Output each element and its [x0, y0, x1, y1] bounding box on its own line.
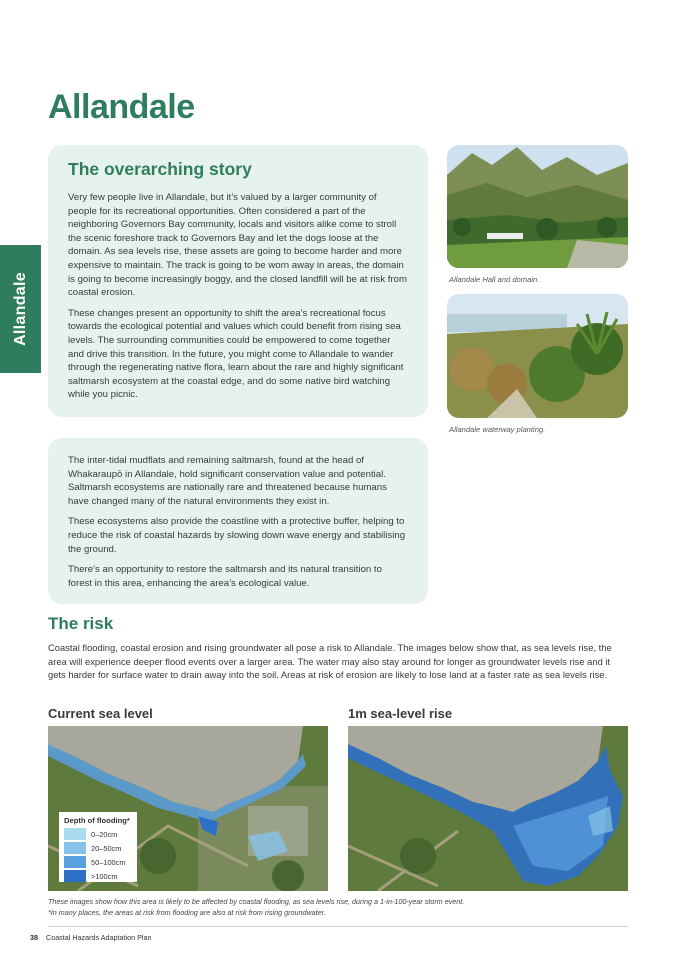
document-title: Coastal Hazards Adaptation Plan	[46, 933, 152, 942]
legend-label: >100cm	[91, 871, 118, 881]
waterway-planting-photo	[447, 294, 628, 418]
legend-swatch	[64, 856, 86, 868]
saltmarsh-paragraph: These ecosystems also provide the coastline with a protective buffer, helping to reduce the risk of coastal hazards by slowing down wave energy and stabilising the ground.	[68, 516, 406, 555]
map-footnote	[48, 897, 464, 918]
footnote-line: *In many places, the areas at risk from flooding are also at risk from rising groundwater.	[48, 907, 326, 917]
footer-divider	[48, 926, 628, 927]
page-footer	[30, 933, 151, 942]
legend-label: 0–20cm	[91, 829, 118, 839]
legend-swatch	[64, 870, 86, 882]
legend-item	[64, 827, 132, 841]
legend-item	[64, 855, 132, 869]
legend-label: 50–100cm	[91, 857, 126, 867]
side-tab-label: Allandale	[11, 272, 29, 346]
allandale-hall-photo	[447, 145, 628, 268]
section-side-tab	[0, 245, 41, 373]
sea-level-rise-flood-map	[348, 726, 628, 891]
story-paragraph: Very few people live in Allandale, but it’s valued by a larger community of people for its recreational opportunities. Often considered a part of the neighboring Governors Bay community, locals and visitors alike come to stroll the scenic foreshore track to Governors Bay and let the dogs loose at the domain. As sea levels rise, these assets are going to become harder and more expensive to maintain. The track is going to be worn away in areas, the domain is going to become increasingly boggy, and the closed landfill will be at risk from coastal erosion.	[68, 192, 407, 299]
footnote-line: These images show how this area is likely to be affected by coastal flooding, as sea levels rise, during a 1-in-100-year storm event.	[48, 897, 465, 906]
page-number: 38	[30, 933, 38, 942]
current-sea-level-title: Current sea level	[48, 706, 153, 721]
risk-heading: The risk	[48, 614, 114, 633]
photo-caption: Allandale Hall and domain.	[449, 275, 540, 284]
story-panel	[48, 145, 428, 417]
sea-level-rise-title: 1m sea-level rise	[348, 706, 453, 721]
story-paragraph: These changes present an opportunity to shift the area’s recreational focus towards the ecological potential and values which could benefit from rising sea levels. The surrounding communities could be empowered to come together and drive this transition. In the future, you might come to Allandale to wander through the regenerating native flora, learn about the rare and highly significant saltmarsh ecosystem at the coastal edge, and do some native bird watching while you picnic.	[68, 307, 404, 401]
legend-item	[64, 841, 132, 855]
flood-depth-legend	[59, 812, 137, 882]
legend-label: 20–50cm	[91, 843, 122, 853]
photo-caption: Allandale waterway planting.	[449, 425, 546, 434]
page-title: Allandale	[48, 88, 195, 126]
risk-paragraph: Coastal flooding, coastal erosion and rising groundwater all pose a risk to Allandale. The images below show that, as sea levels rise, the area will experience deeper flood events over a larger area. The water may also stay around for longer as groundwater levels rise and it gets harder for surface water to drain away into the soil. Areas at risk of erosion are likely to lose land at a faster rate as sea levels rise.	[48, 642, 612, 681]
story-heading: The overarching story	[68, 159, 252, 179]
saltmarsh-paragraph: The inter-tidal mudflats and remaining saltmarsh, found at the head of Whakaraupō in Allandale, hold significant conservation value and potential. Saltmarsh ecosystems are nationally rare and threatened because humans have changed many of the natural environments they exist in.	[68, 455, 387, 507]
legend-item	[64, 869, 132, 883]
saltmarsh-panel	[48, 438, 428, 604]
legend-swatch	[64, 842, 86, 854]
legend-swatch	[64, 828, 86, 840]
saltmarsh-paragraph: There’s an opportunity to restore the saltmarsh and its natural transition to forest in this area, enhancing the area’s ecological value.	[68, 564, 382, 589]
legend-title: Depth of flooding*	[64, 816, 130, 825]
